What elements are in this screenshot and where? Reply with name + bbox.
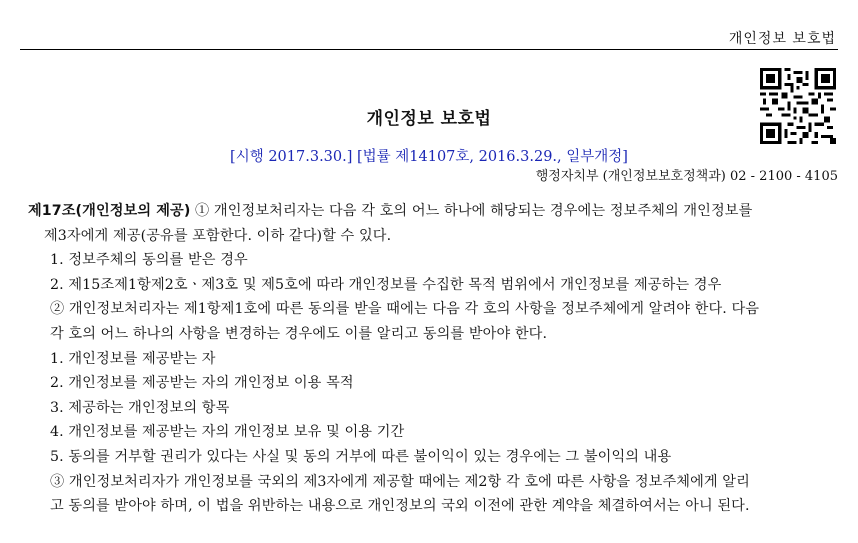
list-item: 2. 개인정보를 제공받는 자의 개인정보 이용 목적 [50, 375, 354, 392]
list-item: 1. 정보주체의 동의를 받은 경우 [50, 252, 248, 269]
paragraph-2-line-2: 각 호의 어느 하나의 사항을 변경하는 경우에도 이를 알리고 동의를 받아야 한다. [50, 325, 548, 342]
article-title: 제17조(개인정보의 제공) [28, 203, 191, 219]
ministry-contact: 행정자치부 (개인정보보호정책과) 02 - 2100 - 4105 [535, 169, 838, 184]
list-item: 5. 동의를 거부할 권리가 있다는 사실 및 동의 거부에 따른 불이익이 있는 경우에는 그 불이익의 내용 [50, 448, 672, 465]
enforcement-info[interactable]: [시행 2017.3.30.] [법률 제14107호, 2016.3.29., 일부개정] [230, 149, 628, 165]
list-item: 4. 개인정보를 제공받는 자의 개인정보 보유 및 이용 기간 [50, 424, 405, 441]
article-first-line [28, 199, 840, 224]
list-item: 2. 제15조제1항제2호ㆍ제3호 및 제5호에 따라 개인정보를 수집한 목적 범위에서 개인정보를 제공하는 경우 [50, 276, 722, 293]
paragraph-1-line-2: 제3자에게 제공(공유를 포함한다. 이하 같다)할 수 있다. [44, 227, 392, 244]
header-rule [20, 49, 838, 50]
header-law-name: 개인정보 보호법 [728, 31, 836, 47]
paragraph-3-line-1: ③ 개인정보처리자가 개인정보를 국외의 제3자에게 제공할 때에는 제2항 각 호에 따른 사항을 정보주체에게 알리 [50, 473, 750, 490]
paragraph-1-line-1: ① 개인정보처리자는 다음 각 호의 어느 하나에 해당되는 경우에는 정보주체의 개인정보를 [195, 203, 753, 219]
paragraph-2-line-1: ② 개인정보처리자는 제1항제1호에 따른 동의를 받을 때에는 다음 각 호의 사항을 정보주체에게 알려야 한다. 다음 [50, 301, 760, 318]
paragraph-3-line-2: 고 동의를 받아야 하며, 이 법을 위반하는 내용으로 개인정보의 국외 이전에 관한 계약을 체결하여서는 아니 된다. [50, 498, 750, 515]
article-body [28, 199, 840, 519]
list-item: 3. 제공하는 개인정보의 항목 [50, 399, 230, 416]
list-item: 1. 개인정보를 제공받는 자 [50, 350, 216, 367]
document-title: 개인정보 보호법 [366, 109, 492, 129]
